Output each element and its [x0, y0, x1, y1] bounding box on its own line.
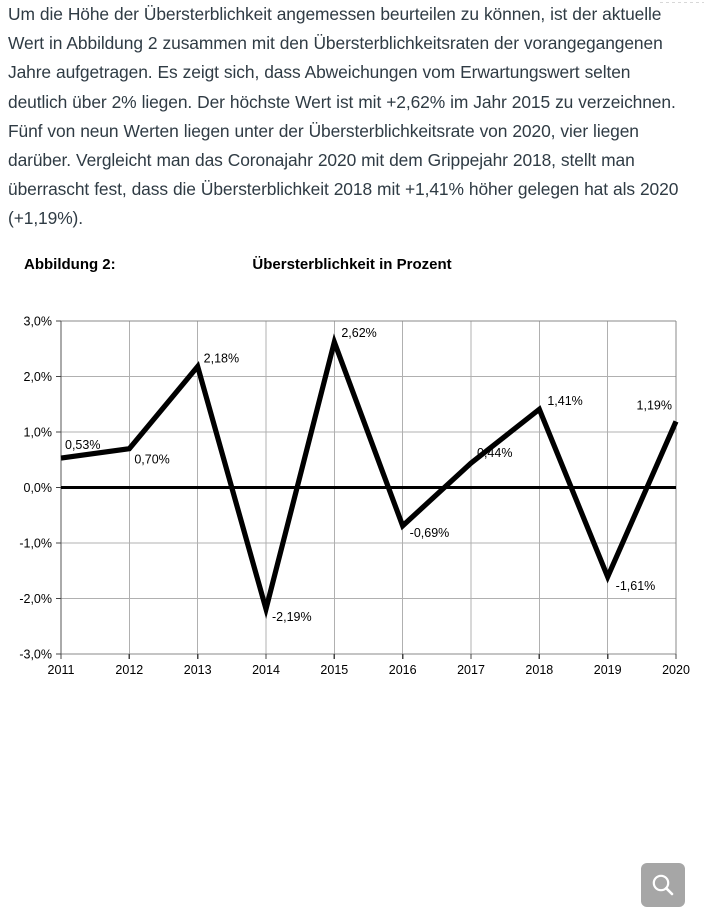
y-tick-label: 0,0% — [23, 480, 52, 495]
x-tick-label: 2018 — [525, 662, 554, 677]
data-point-labels — [65, 326, 672, 624]
x-tick-label: 2016 — [388, 662, 417, 677]
figure-header — [0, 256, 704, 286]
x-tick-label: 2020 — [662, 662, 690, 677]
y-axis-tick-labels — [19, 314, 52, 661]
data-point-label: 0,70% — [134, 452, 170, 467]
y-tick-label: 3,0% — [23, 314, 52, 329]
data-point-label: -2,19% — [272, 609, 312, 624]
x-tick-label: 2012 — [115, 662, 144, 677]
y-tick-label: -1,0% — [19, 536, 52, 551]
article-paragraph: Um die Höhe der Übersterblichkeit angemessen beurteilen zu können, ist der aktuelle Wert in Abbildung 2 zusammen mit den Übersterblichkeitsraten der vorangegangenen Jahre aufgetragen. Es zeigt sich, dass Abweichungen vom Erwartungswert selten deutlich über 2% liegen. Der höchste Wert ist mit +2,62% im Jahr 2015 zu verzeichnen. Fünf von neun Werten liegen unter der Übersterblichkeitsrate von 2020, vier liegen darüber. Vergleicht man das Coronajahr 2020 mit dem Grippejahr 2018, stellt man überrascht fest, dass die Übersterblichkeit 2018 mit +1,41% höher gelegen hat als 2020 (+1,19%). — [8, 4, 679, 229]
data-series-line — [61, 342, 676, 609]
y-tick-label: -3,0% — [19, 647, 52, 662]
x-tick-label: 2019 — [593, 662, 622, 677]
data-point-label: -1,61% — [615, 578, 656, 593]
magnifier-icon — [650, 872, 676, 898]
figure-caption-label: Abbildung 2: — [24, 255, 116, 273]
y-tick-label: 2,0% — [23, 369, 52, 384]
x-tick-label: 2013 — [183, 662, 212, 677]
zoom-button[interactable] — [641, 863, 685, 907]
series-line — [61, 342, 676, 609]
axis-ticks — [56, 321, 676, 659]
data-point-label: 1,41% — [547, 393, 583, 408]
y-tick-label: -2,0% — [19, 591, 52, 606]
data-point-label: 0,53% — [65, 437, 101, 452]
chart-area — [0, 286, 704, 686]
data-point-label: -0,69% — [409, 525, 450, 540]
top-hairline — [660, 2, 704, 3]
x-tick-label: 2014 — [252, 662, 280, 677]
data-point-label: 2,18% — [203, 351, 240, 366]
chart-title: Übersterblichkeit in Prozent — [252, 255, 452, 273]
overmortality-line-chart — [0, 286, 704, 686]
x-tick-label: 2015 — [320, 662, 349, 677]
data-point-label: 2,62% — [341, 325, 377, 340]
figure-block — [0, 256, 704, 686]
x-tick-label: 2017 — [457, 662, 485, 677]
data-point-label: 0,44% — [477, 445, 513, 460]
x-axis-tick-labels — [48, 663, 690, 677]
data-point-label: 1,19% — [636, 398, 672, 413]
x-tick-label: 2011 — [47, 662, 75, 677]
article-text — [0, 0, 704, 234]
y-tick-label: 1,0% — [23, 425, 52, 440]
